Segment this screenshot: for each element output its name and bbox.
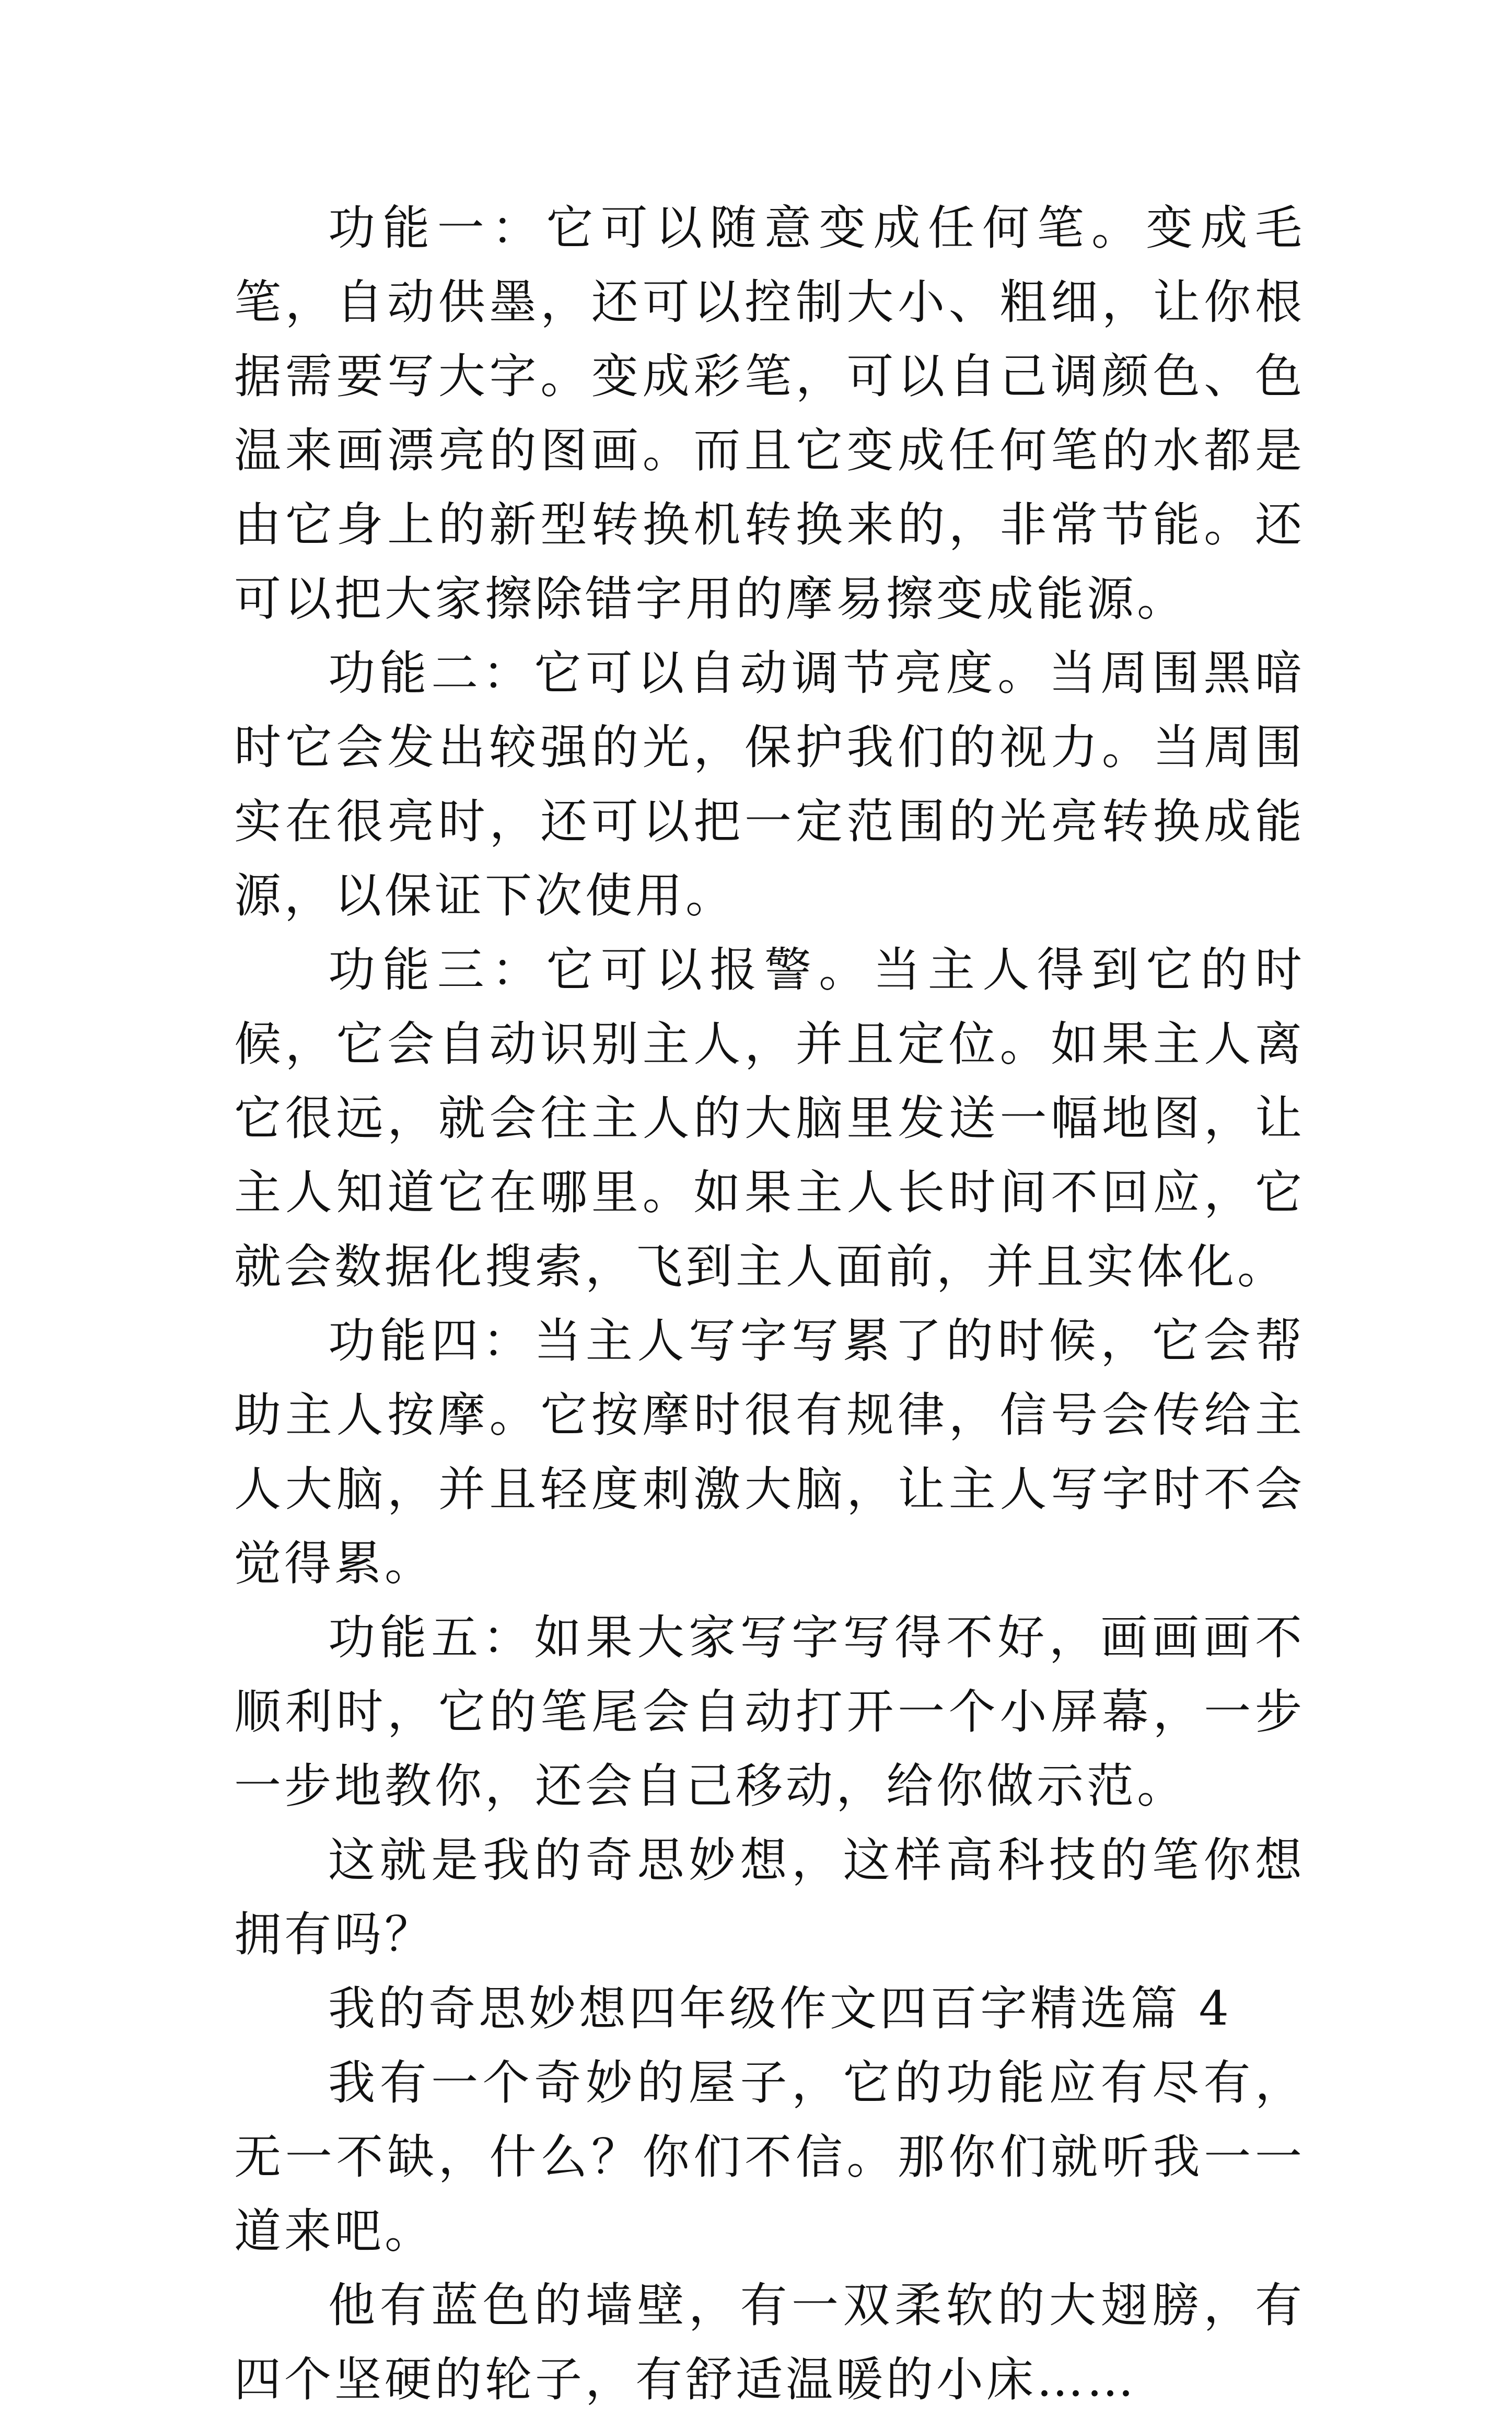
paragraph-function-three: 功能三：它可以报警。当主人得到它的时候，它会自动识别主人，并且定位。如果主人离它很远，就会往主人的大脑里发送一幅地图，让主人知道它在哪里。如果主人长时间不回应，它就会数据化搜索，飞到主人面前，并且实体化。 xyxy=(234,943,1305,1294)
paragraph-function-four: 功能四：当主人写字写累了的时候，它会帮助主人按摩。它按摩时很有规律，信号会传给主人大脑，并且轻度刺激大脑，让主人写字时不会觉得累。 xyxy=(234,1314,1305,1591)
paragraph-house-description: 他有蓝色的墙壁，有一双柔软的大翅膀，有四个坚硬的轮子，有舒适温暖的小床…… xyxy=(234,2278,1305,2407)
document-body xyxy=(234,191,1305,2417)
section-heading: 我的奇思妙想四年级作文四百字精选篇 4 xyxy=(328,1981,1232,2036)
paragraph-function-five: 功能五：如果大家写字写得不好，画画画不顺利时，它的笔尾会自动打开一个小屏幕，一步一步地教你，还会自己移动，给你做示范。 xyxy=(234,1610,1305,1814)
paragraph-function-one: 功能一：它可以随意变成任何笔。变成毛笔，自动供墨，还可以控制大小、粗细，让你根据需要写大字。变成彩笔，可以自己调颜色、色温来画漂亮的图画。而且它变成任何笔的水都是由它身上的新型转换机转换来的，非常节能。还可以把大家擦除错字用的摩易擦变成能源。 xyxy=(234,201,1305,626)
paragraph-house-intro: 我有一个奇妙的屋子，它的功能应有尽有，无一不缺，什么？你们不信。那你们就听我一一道来吧。 xyxy=(234,2055,1305,2259)
paragraph-conclusion: 这就是我的奇思妙想，这样高科技的笔你想拥有吗？ xyxy=(234,1833,1305,1962)
paragraph-function-two: 功能二：它可以自动调节亮度。当周围黑暗时它会发出较强的光，保护我们的视力。当周围实在很亮时，还可以把一定范围的光亮转换成能源，以保证下次使用。 xyxy=(234,646,1305,923)
